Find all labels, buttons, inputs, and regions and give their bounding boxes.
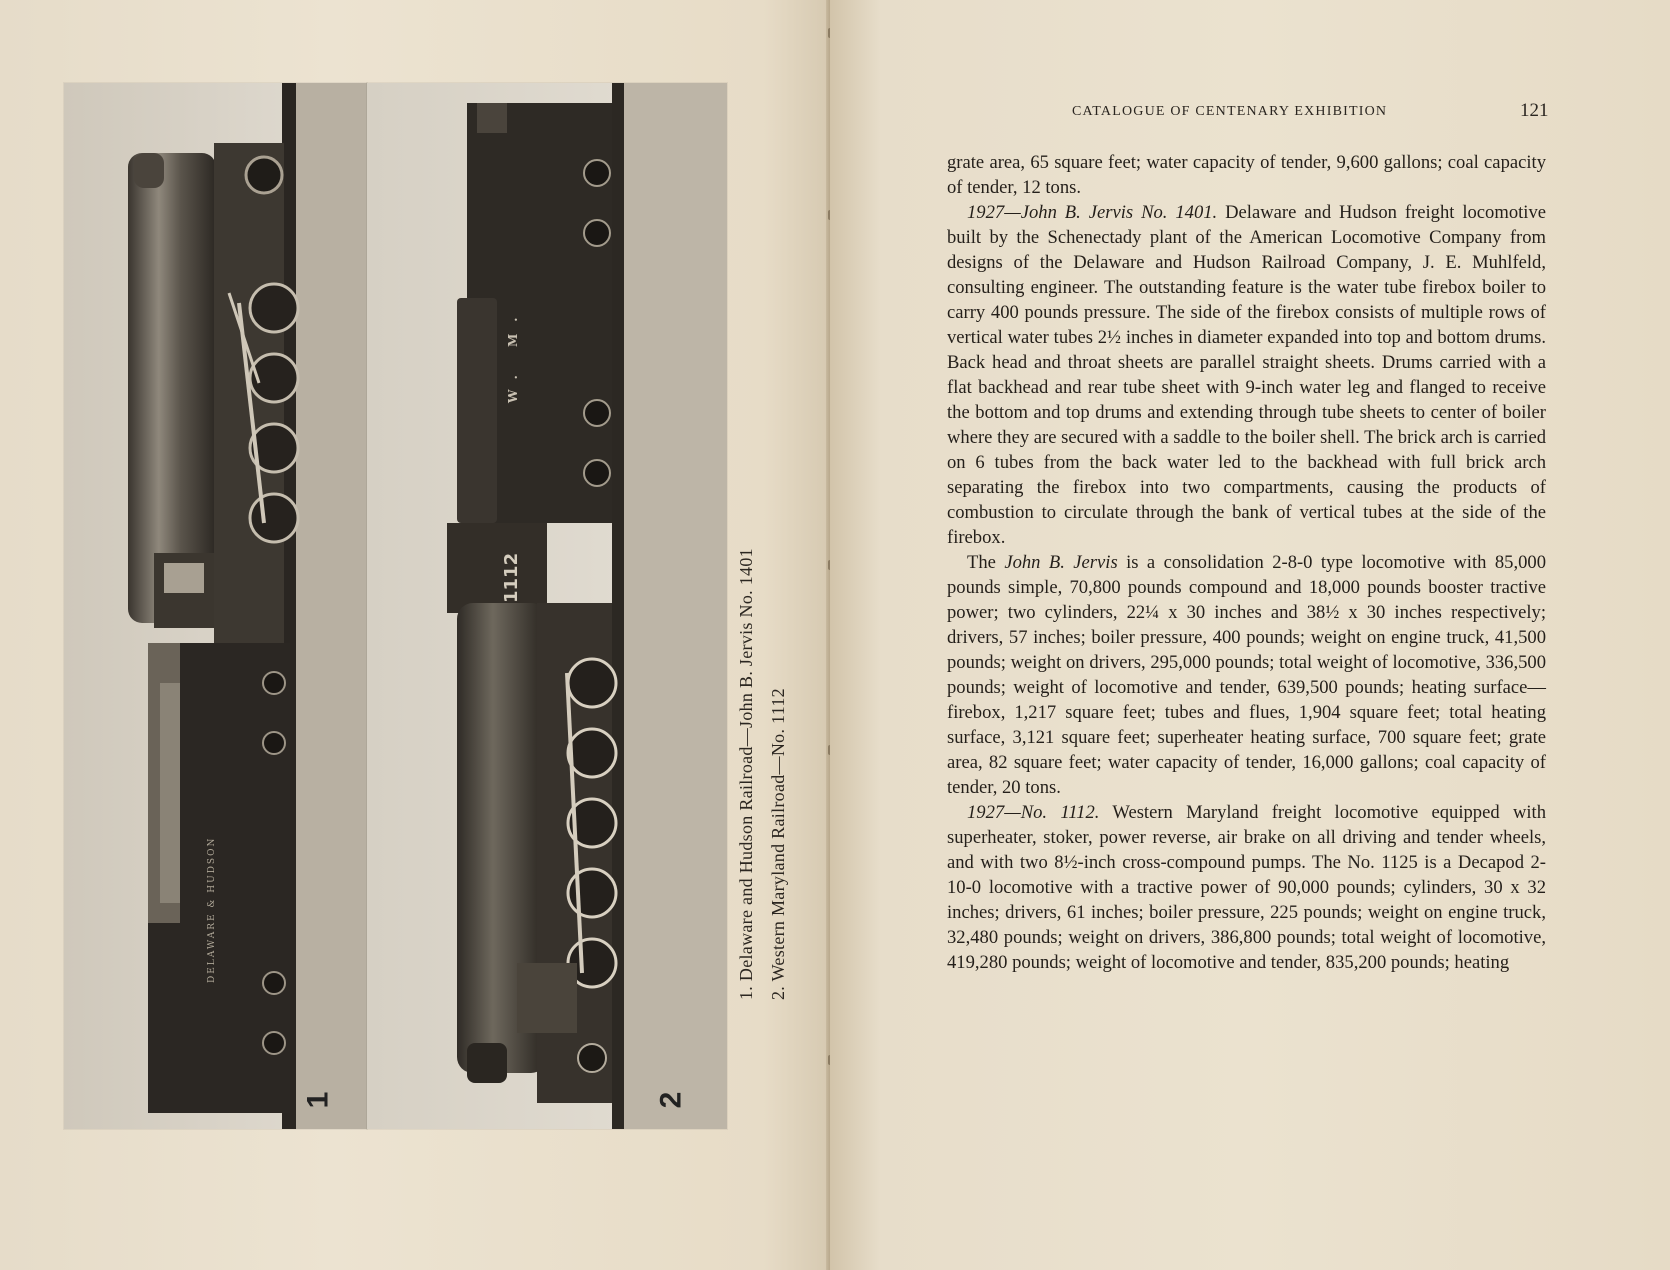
plates-caption: [730, 80, 794, 1000]
entry-heading-1112: 1927—No. 1112.: [967, 802, 1100, 823]
paragraph-1: grate area, 65 square feet; water capacity of tender, 9,600 gallons; coal capacity of tender, 12 tons.: [947, 152, 1546, 198]
tender-lettering-wm: W. M.: [506, 305, 520, 403]
plate-1-number: 1: [301, 1091, 335, 1109]
entry-heading-1401: 1927—John B. Jervis No. 1401.: [967, 202, 1218, 223]
page-number: 121: [1520, 100, 1549, 121]
paragraph-4: [947, 800, 1546, 975]
locomotive-1401-photo: [64, 83, 367, 1129]
plate-2-photo: [367, 83, 727, 1129]
caption-line-1: 1. Delaware and Hudson Railroad—John B. Jervis No. 1401: [736, 548, 756, 1000]
paragraph-2-body: Delaware and Hudson freight locomotive built by the Schenectady plant of the American Locomotive Company from designs of the Delaware and Hudson Railroad Company, J. E. Muhlfeld, consulting engineer. The outstanding feature is the water tube firebox boiler to carry 400 pounds pressure. The side of the firebox consists of multiple rows of vertical water tubes 2½ inches in diameter expanded into top and bottom drums. Back head and throat sheets are parallel straight sheets. Drums carried with a flat backhead and rear tube sheet with 9-inch water leg and flanged to receive the bottom and top drums and extending through tube sheets to center of boiler where they are secured with a saddle to the boiler shell. The brick arch is carried on 6 tubes from the back water led to the backhead with full brick arch separating the firebox into two compartments, causing the products of combustion to circulate through the bank of vertical tubes at the side of the firebox.: [947, 202, 1546, 548]
paragraph-3: [947, 550, 1546, 800]
plate-1-photo: [64, 83, 367, 1129]
paragraph-2: [947, 200, 1546, 550]
locomotive-1112-photo: [367, 83, 727, 1129]
locomotive-name: John B. Jervis: [1004, 552, 1118, 573]
paragraph-3-body: is a consolidation 2-8-0 type locomotive with 85,000 pounds simple, 70,800 pounds compound and 18,000 pounds booster tractive power; two cylinders, 22¼ x 30 inches and 38½ x 30 inches respectively; drivers, 57 inches; boiler pressure, 400 pounds; weight on engine truck, 41,500 pounds; weight on drivers, 295,000 pounds; total weight of locomotive, 336,500 pounds; weight of locomotive and tender, 639,500 pounds; heating surface—firebox, 1,217 square feet; tubes and flues, 1,904 square feet; total heating surface, 3,121 square feet; superheater heating surface, 700 square feet; grate area, 82 square feet; water capacity of tender, 16,000 gallons; coal capacity of tender, 20 tons.: [947, 552, 1546, 798]
paragraph-4-body: Western Maryland freight locomotive equipped with superheater, stoker, power reverse, air brake on all driving and tender wheels, and with two 8½-inch cross-compound pumps. The No. 1125 is a Decapod 2-10-0 locomotive with a tractive power of 90,000 pounds; cylinders, 30 x 32 inches; drivers, 61 inches; boiler pressure, 225 pounds; weight on engine truck, 32,480 pounds; weight on drivers, 386,800 pounds; total weight of locomotive, 419,280 pounds; weight of locomotive and tender, 835,200 pounds; heating: [947, 802, 1546, 973]
running-head: CATALOGUE OF CENTENARY EXHIBITION: [1072, 104, 1388, 119]
caption-line-2: 2. Western Maryland Railroad—No. 1112: [768, 688, 788, 1000]
paragraph-3-start: The: [967, 552, 1005, 573]
body-text: [947, 150, 1546, 975]
left-page: [0, 0, 830, 1270]
plate-2-number: 2: [654, 1091, 688, 1109]
tender-lettering: DELAWARE & HUDSON: [207, 836, 217, 983]
cab-number: 1112: [501, 552, 522, 603]
